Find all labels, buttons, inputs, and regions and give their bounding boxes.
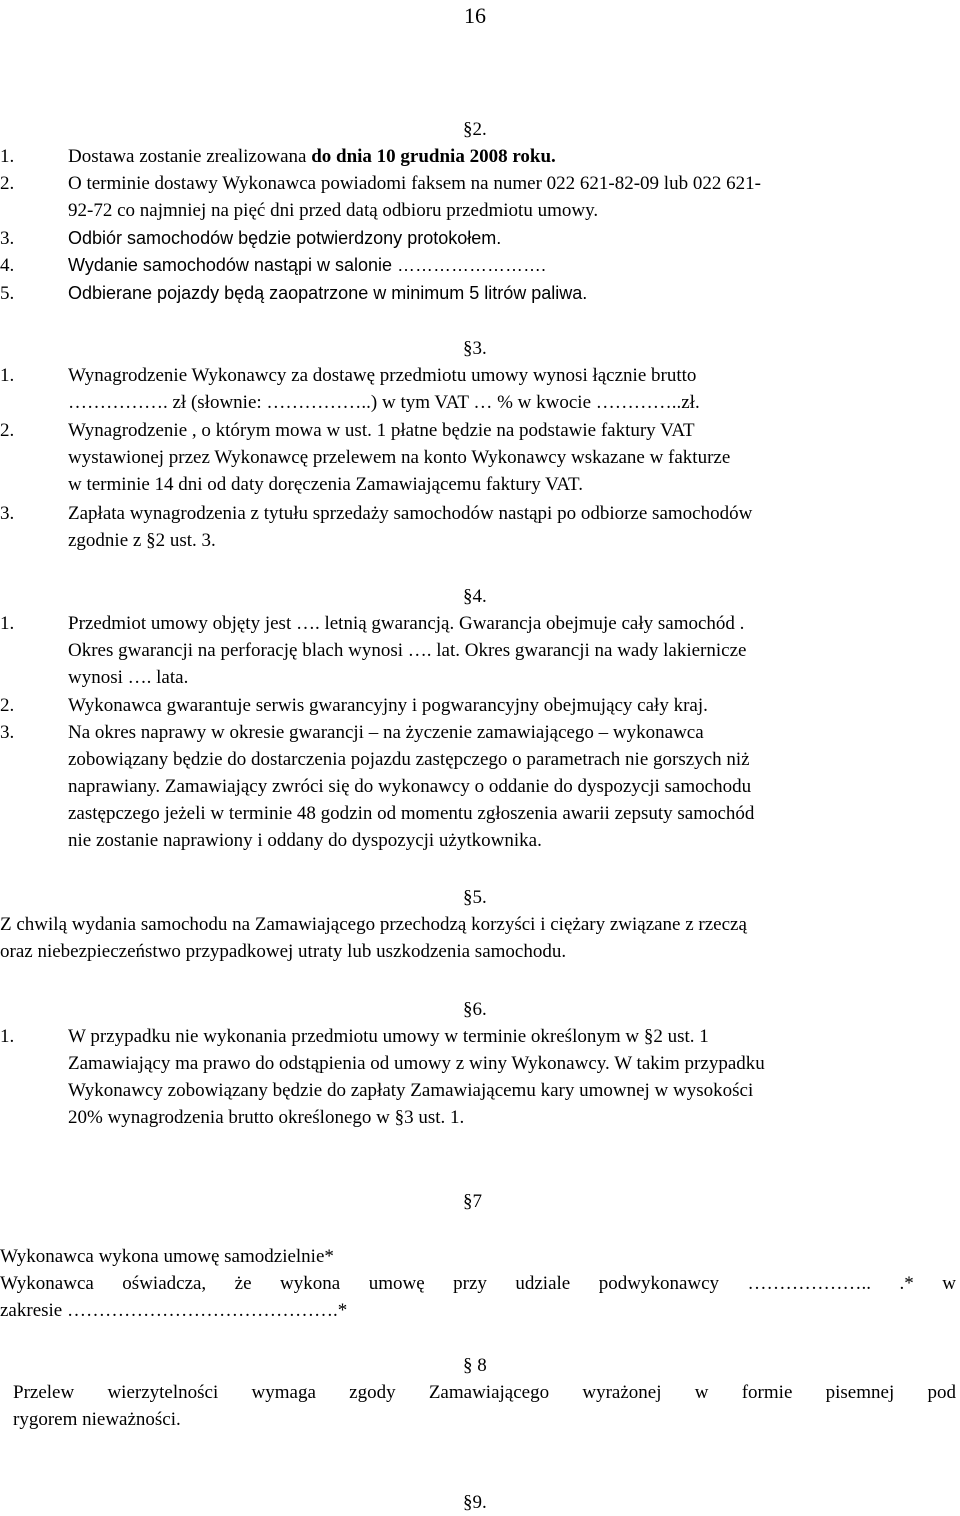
list-text: Na okres naprawy w okresie gwarancji – na życzenie zamawiającego – wykonawca	[68, 722, 704, 743]
section-8-heading: § 8	[463, 1355, 487, 1376]
paragraph-line: zakresie …………………………………….*	[0, 1300, 348, 1321]
list-text: Okres gwarancji na perforację blach wynosi …. lat. Okres gwarancji na wady lakiernicze	[68, 640, 747, 661]
section-5-heading: §5.	[463, 887, 487, 908]
section-6-heading: §6.	[463, 999, 487, 1020]
list-number: 1.	[0, 146, 15, 167]
list-text: Odbiór samochodów będzie potwierdzony protokołem.	[68, 228, 502, 248]
list-item	[0, 417, 960, 498]
list-text: w terminie 14 dni od daty doręczenia Zamawiającemu faktury VAT.	[68, 474, 583, 495]
list-text: Wynagrodzenie , o którym mowa w ust. 1 płatne będzie na podstawie faktury VAT	[68, 420, 695, 441]
list-number: 1.	[0, 613, 15, 634]
list-text: Przedmiot umowy objęty jest …. letnią gwarancją. Gwarancja obejmuje cały samochód .	[68, 613, 745, 634]
list-text: 20% wynagrodzenia brutto określonego w §3 ust. 1.	[68, 1107, 465, 1128]
list-text: Odbierane pojazdy będą zaopatrzone w minimum 5 litrów paliwa.	[68, 283, 588, 303]
list-text: Dostawa zostanie zrealizowana do dnia 10 grudnia 2008 roku.	[68, 146, 556, 167]
list-text: ……………. zł (słownie: ……………..) w tym VAT … % w kwocie …………..zł.	[68, 392, 700, 413]
list-number: 3.	[0, 228, 15, 249]
list-item	[0, 719, 960, 854]
list-text: wystawionej przez Wykonawcę przelewem na konto Wykonawcy wskazane w fakturze	[68, 447, 731, 468]
list-text: wynosi …. lata.	[68, 667, 189, 688]
paragraph-line: Przelew wierzytelności wymaga zgody Zamawiającego wyrażonej w formie pisemnej pod	[13, 1382, 956, 1403]
list-text: O terminie dostawy Wykonawca powiadomi faksem na numer 022 621-82-09 lub 022 621-	[68, 173, 761, 194]
list-text: zgodnie z §2 ust. 3.	[68, 530, 216, 551]
page-number: 16	[464, 3, 486, 28]
list-text: zobowiązany będzie do dostarczenia pojazdu zastępczego o parametrach nie gorszych niż	[68, 749, 750, 770]
list-item	[0, 362, 960, 416]
list-text: 92-72 co najmniej na pięć dni przed datą odbioru przedmiotu umowy.	[68, 200, 599, 221]
section-4-heading: §4.	[463, 586, 487, 607]
list-number: 5.	[0, 283, 15, 304]
delivery-date: do dnia 10 grudnia 2008 roku.	[311, 146, 556, 167]
paragraph-line: Wykonawca wykona umowę samodzielnie*	[0, 1246, 334, 1267]
list-number: 3.	[0, 722, 15, 743]
list-text: Wykonawca gwarantuje serwis gwarancyjny i pogwarancyjny obejmujący cały kraj.	[68, 695, 708, 716]
list-number: 2.	[0, 695, 15, 716]
paragraph-line: Z chwilą wydania samochodu na Zamawiającego przechodzą korzyści i ciężary związane z rzeczą	[0, 914, 747, 935]
list-text: Wykonawcy zobowiązany będzie do zapłaty Zamawiającemu kary umownej w wysokości	[68, 1080, 754, 1101]
paragraph-line: Wykonawca oświadcza, że wykona umowę przy udziale podwykonawcy ……………….. .* w	[0, 1273, 956, 1294]
list-text: Wynagrodzenie Wykonawcy za dostawę przedmiotu umowy wynosi łącznie brutto	[68, 365, 697, 386]
list-number: 1.	[0, 365, 15, 386]
list-text: Zamawiający ma prawo do odstąpienia od umowy z winy Wykonawcy. W takim przypadku	[68, 1053, 765, 1074]
section-7-heading: §7	[463, 1191, 482, 1212]
list-number: 4.	[0, 255, 15, 276]
list-number: 3.	[0, 503, 15, 524]
list-number: 2.	[0, 173, 15, 194]
paragraph-line: oraz niebezpieczeństwo przypadkowej utraty lub uszkodzenia samochodu.	[0, 941, 567, 962]
list-number: 1.	[0, 1026, 15, 1047]
list-item	[0, 1023, 960, 1131]
list-text: Zapłata wynagrodzenia z tytułu sprzedaży samochodów nastąpi po odbiorze samochodów	[68, 503, 753, 524]
list-item	[0, 500, 960, 554]
section-2-heading: §2.	[463, 119, 487, 140]
section-9-heading: §9.	[463, 1492, 487, 1513]
list-item	[0, 170, 960, 224]
paragraph-line: rygorem nieważności.	[13, 1409, 181, 1430]
list-text: nie zostanie naprawiony i oddany do dyspozycji użytkownika.	[68, 830, 542, 851]
list-text: Wydanie samochodów nastąpi w salonie …………………….	[68, 255, 547, 275]
list-number: 2.	[0, 420, 15, 441]
list-text: naprawiany. Zamawiający zwróci się do wykonawcy o oddanie do dyspozycji samochodu	[68, 776, 752, 797]
section-3-heading: §3.	[463, 338, 487, 359]
list-item	[0, 610, 960, 691]
list-text: zastępczego jeżeli w terminie 48 godzin od momentu zgłoszenia awarii zepsuty samochód	[68, 803, 755, 824]
list-text: W przypadku nie wykonania przedmiotu umowy w terminie określonym w §2 ust. 1	[68, 1026, 709, 1047]
